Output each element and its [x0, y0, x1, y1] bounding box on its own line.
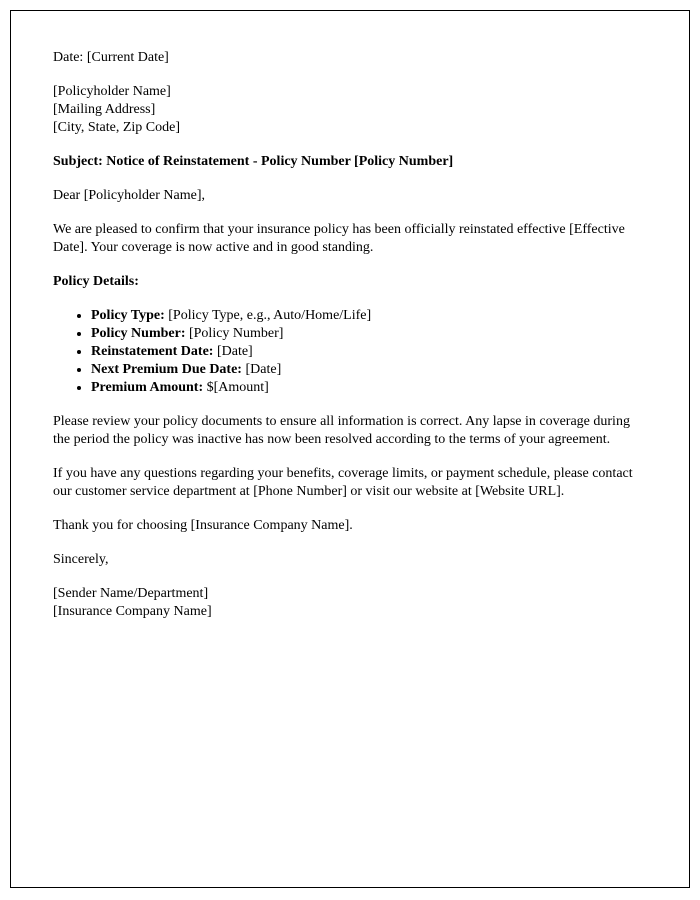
list-item-policy-type	[91, 307, 647, 325]
list-item-value: [Policy Type, e.g., Auto/Home/Life]	[168, 308, 372, 323]
list-item-policy-number	[91, 325, 647, 343]
policy-details-list	[53, 307, 647, 397]
signature-company: [Insurance Company Name]	[53, 604, 212, 619]
list-item-value: [Date]	[216, 344, 253, 359]
list-item-label: Next Premium Due Date:	[91, 362, 242, 377]
list-item-label: Premium Amount:	[91, 380, 204, 395]
signature-block	[53, 585, 647, 621]
list-item-label: Policy Number:	[91, 326, 186, 341]
address-line-name: [Policyholder Name]	[53, 84, 171, 99]
list-item-label: Policy Type:	[91, 308, 165, 323]
closing: Sincerely,	[53, 552, 109, 567]
paragraph-review: Please review your policy documents to ensure all information is correct. Any lapse in coverage during the period the policy was inactive has now been resolved according to the terms of your agreement.	[53, 414, 630, 447]
list-item-value: $[Amount]	[206, 380, 269, 395]
list-item-value: [Policy Number]	[188, 326, 284, 341]
signature-sender: [Sender Name/Department]	[53, 586, 209, 601]
list-item-label: Reinstatement Date:	[91, 344, 214, 359]
list-item-next-premium-due	[91, 361, 647, 379]
paragraph-thanks: Thank you for choosing [Insurance Company Name].	[53, 518, 353, 533]
salutation: Dear [Policyholder Name],	[53, 188, 205, 203]
address-line-city: [City, State, Zip Code]	[53, 120, 181, 135]
paragraph-confirmation: We are pleased to confirm that your insurance policy has been officially reinstated effective [Effective Date]. Your coverage is now active and in good standing.	[53, 222, 625, 255]
letter-page	[10, 10, 690, 888]
subject-line: Subject: Notice of Reinstatement - Policy Number [Policy Number]	[53, 154, 454, 169]
list-item-value: [Date]	[245, 362, 282, 377]
list-item-reinstatement-date	[91, 343, 647, 361]
paragraph-questions: If you have any questions regarding your benefits, coverage limits, or payment schedule, please contact our customer service department at [Phone Number] or visit our website at [Website URL].	[53, 466, 633, 499]
list-item-premium-amount	[91, 379, 647, 397]
recipient-address-block	[53, 83, 647, 137]
policy-details-heading: Policy Details:	[53, 274, 139, 289]
address-line-street: [Mailing Address]	[53, 102, 156, 117]
date-line: Date: [Current Date]	[53, 50, 169, 65]
